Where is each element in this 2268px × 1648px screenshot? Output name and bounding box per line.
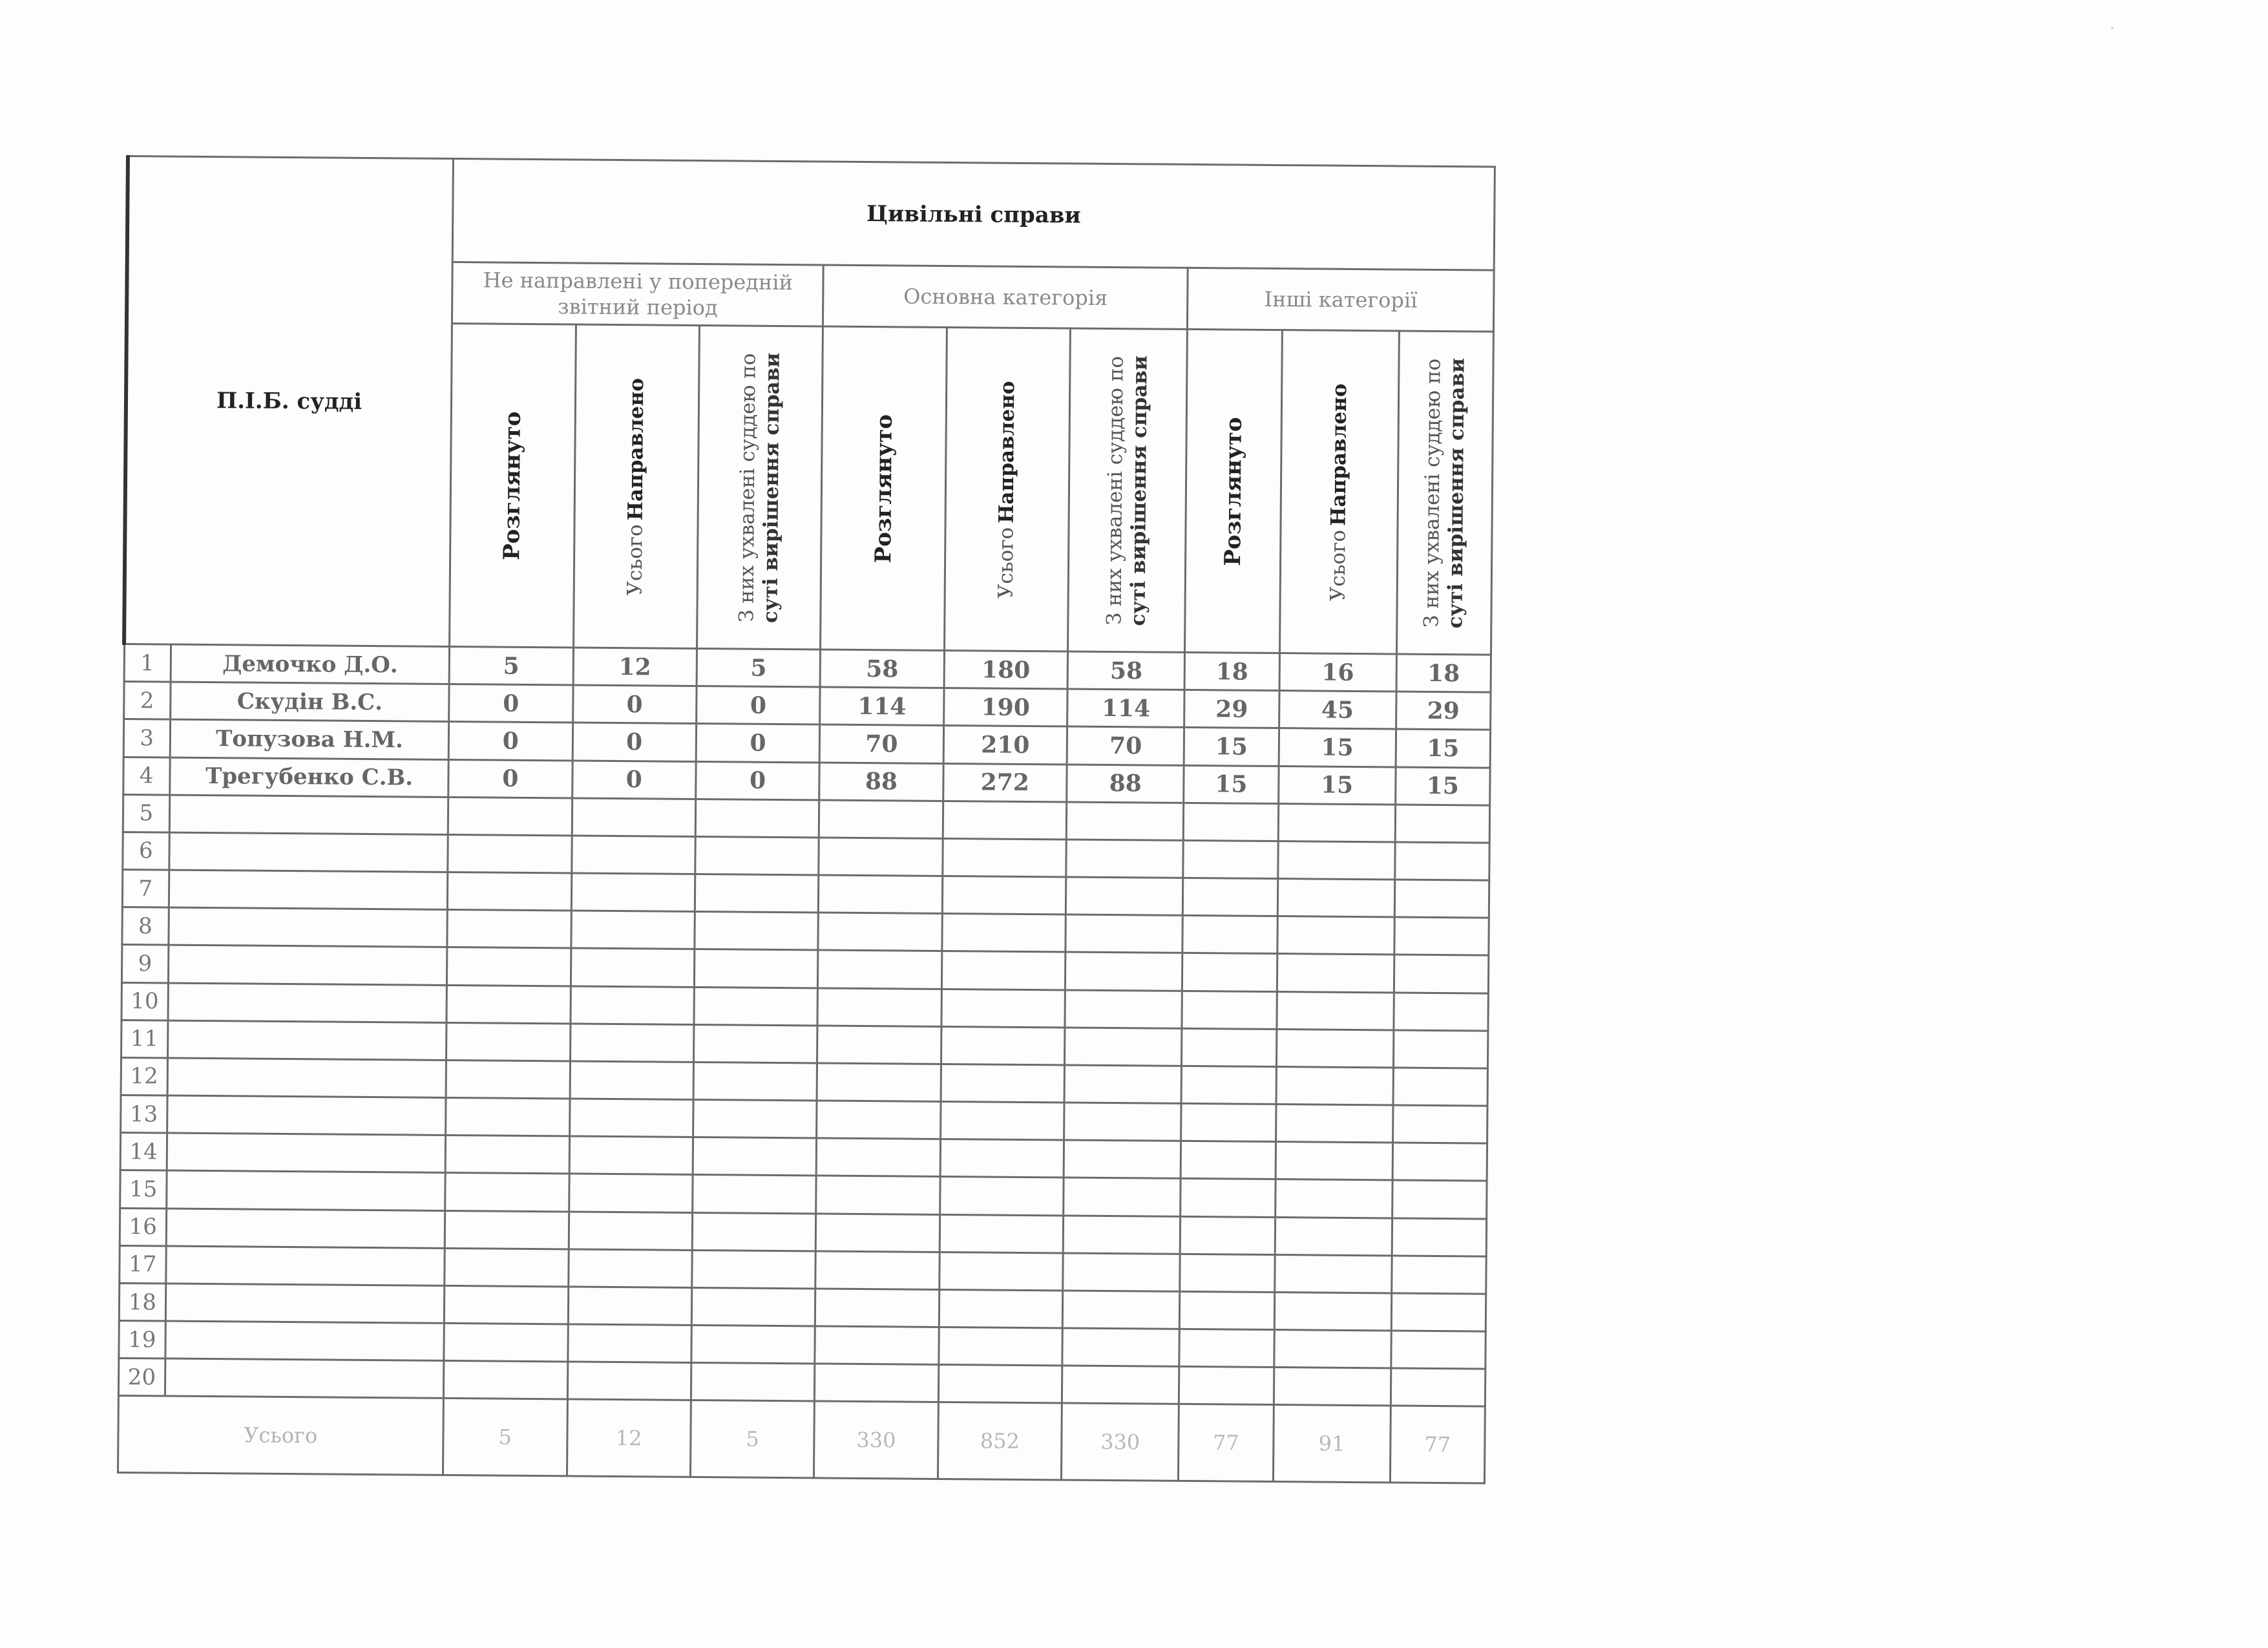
scan-speck: · bbox=[2110, 19, 2116, 39]
value-cell bbox=[1066, 840, 1184, 878]
col-header-total-sent bbox=[944, 327, 1070, 651]
value-cell bbox=[691, 1363, 815, 1402]
col-header-total-sent-part2: Направлено bbox=[624, 377, 649, 520]
value-cell bbox=[1393, 1068, 1488, 1106]
value-cell bbox=[571, 986, 695, 1024]
judge-name bbox=[165, 1284, 445, 1324]
value-cell bbox=[1062, 1328, 1180, 1367]
value-cell bbox=[941, 989, 1066, 1028]
value-cell bbox=[691, 1326, 815, 1364]
judge-name bbox=[165, 1321, 445, 1361]
value-cell bbox=[1395, 842, 1490, 880]
row-number: 9 bbox=[121, 945, 169, 983]
value-cell bbox=[1181, 1141, 1276, 1179]
value-cell bbox=[1182, 991, 1277, 1029]
value-cell bbox=[569, 1099, 693, 1137]
value-cell bbox=[692, 1250, 816, 1289]
value-cell: 18 bbox=[1185, 652, 1280, 690]
col-header-total-sent-part1: Усього bbox=[623, 523, 647, 596]
value-cell bbox=[446, 1097, 570, 1136]
value-cell bbox=[943, 801, 1067, 840]
value-cell bbox=[941, 1064, 1065, 1103]
row-number: 5 bbox=[123, 794, 170, 832]
value-cell bbox=[693, 1100, 817, 1139]
judge-name bbox=[167, 1170, 446, 1210]
col-header-decided-text bbox=[1097, 335, 1158, 646]
value-cell bbox=[1062, 1291, 1180, 1329]
value-cell bbox=[819, 800, 943, 839]
value-cell bbox=[570, 1024, 694, 1062]
value-cell: 58 bbox=[820, 650, 944, 688]
value-cell bbox=[1062, 1366, 1180, 1404]
value-cell: 12 bbox=[573, 648, 697, 686]
value-cell bbox=[1066, 914, 1183, 953]
value-cell bbox=[1065, 990, 1182, 1029]
value-cell: 15 bbox=[1396, 729, 1491, 767]
value-cell bbox=[1066, 877, 1183, 916]
value-cell bbox=[817, 988, 941, 1026]
value-cell bbox=[567, 1324, 691, 1363]
table-body bbox=[118, 644, 1491, 1484]
value-cell bbox=[1277, 916, 1394, 955]
col-header-reviewed bbox=[821, 326, 947, 650]
value-cell bbox=[447, 910, 571, 949]
value-cell bbox=[815, 1326, 939, 1365]
group-header-other-categories: Інші категорії bbox=[1188, 268, 1494, 332]
value-cell bbox=[1063, 1216, 1181, 1254]
total-value-cell: 77 bbox=[1390, 1406, 1485, 1483]
col-header-decided-line1: З них ухвалені суддею по bbox=[735, 352, 761, 622]
col-header-decided-line2: суті вирішення справи bbox=[1126, 355, 1152, 626]
value-cell: 180 bbox=[944, 650, 1068, 689]
value-cell bbox=[571, 911, 695, 949]
value-cell bbox=[1064, 1103, 1182, 1141]
value-cell bbox=[444, 1361, 568, 1400]
value-cell bbox=[569, 1212, 693, 1251]
value-cell: 0 bbox=[572, 760, 696, 799]
value-cell bbox=[938, 1365, 1062, 1404]
value-cell bbox=[1182, 1028, 1277, 1066]
value-cell bbox=[1065, 1028, 1182, 1066]
civil-cases-header bbox=[452, 158, 1495, 270]
value-cell bbox=[940, 1139, 1064, 1178]
total-value-cell: 77 bbox=[1179, 1404, 1274, 1482]
judge-name bbox=[166, 1209, 445, 1249]
col-header-decided-line2: суті вирішення справи bbox=[1444, 357, 1470, 629]
value-cell bbox=[817, 1063, 941, 1102]
value-cell bbox=[1183, 840, 1278, 878]
judge-name bbox=[167, 1095, 446, 1136]
col-header-total-sent-part2: Направлено bbox=[1327, 383, 1352, 526]
total-value-cell: 330 bbox=[814, 1401, 938, 1479]
row-number: 20 bbox=[118, 1358, 165, 1397]
col-header-total-sent-text bbox=[606, 331, 667, 642]
value-cell bbox=[1179, 1367, 1274, 1405]
col-header-decided-text bbox=[730, 332, 790, 643]
value-cell bbox=[818, 950, 942, 989]
value-cell bbox=[1395, 805, 1490, 843]
value-cell bbox=[691, 1287, 815, 1326]
value-cell bbox=[940, 1102, 1064, 1141]
value-cell bbox=[695, 874, 819, 913]
value-cell bbox=[1276, 1104, 1393, 1143]
value-cell bbox=[1276, 991, 1394, 1030]
value-cell bbox=[1274, 1368, 1391, 1406]
value-cell bbox=[694, 949, 818, 988]
value-cell: 45 bbox=[1279, 691, 1396, 730]
row-number: 13 bbox=[120, 1095, 167, 1134]
value-cell bbox=[941, 951, 1066, 990]
value-cell bbox=[1066, 952, 1183, 991]
judge-name: Демочко Д.О. bbox=[171, 644, 450, 684]
value-cell bbox=[1274, 1254, 1392, 1293]
col-header-total-sent bbox=[573, 324, 699, 648]
value-cell bbox=[571, 948, 695, 987]
total-value-cell: 330 bbox=[1062, 1403, 1179, 1481]
value-cell bbox=[569, 1174, 693, 1212]
value-cell bbox=[817, 1026, 941, 1064]
value-cell bbox=[1064, 1140, 1181, 1179]
col-header-reviewed bbox=[450, 323, 576, 647]
value-cell: 0 bbox=[449, 684, 573, 723]
col-header-reviewed-text: Розглянуто bbox=[870, 414, 898, 564]
value-cell bbox=[446, 985, 571, 1024]
row-number: 7 bbox=[122, 870, 169, 908]
row-number: 19 bbox=[118, 1321, 165, 1359]
value-cell bbox=[816, 1138, 940, 1177]
value-cell bbox=[1276, 1066, 1394, 1105]
value-cell bbox=[445, 1136, 569, 1174]
value-cell bbox=[1391, 1331, 1486, 1369]
row-number: 3 bbox=[123, 719, 171, 757]
value-cell bbox=[567, 1362, 691, 1400]
value-cell: 88 bbox=[819, 762, 943, 801]
value-cell: 5 bbox=[697, 648, 821, 687]
col-header-decided-line2: суті вирішення справи bbox=[759, 352, 784, 623]
value-cell bbox=[1392, 1256, 1487, 1294]
judge-name bbox=[167, 1133, 446, 1173]
judge-name bbox=[169, 795, 448, 835]
value-cell bbox=[942, 914, 1066, 953]
value-cell: 16 bbox=[1279, 653, 1397, 692]
value-cell bbox=[942, 876, 1066, 914]
col-header-decided bbox=[1068, 328, 1188, 652]
judge-name bbox=[165, 1358, 444, 1399]
value-cell bbox=[695, 799, 819, 838]
col-header-total-sent-part2: Направлено bbox=[994, 380, 1020, 523]
value-cell bbox=[818, 913, 942, 951]
value-cell bbox=[694, 987, 818, 1026]
value-cell bbox=[1393, 1030, 1488, 1068]
value-cell: 114 bbox=[820, 687, 944, 726]
value-cell bbox=[1392, 1105, 1487, 1143]
value-cell bbox=[940, 1252, 1064, 1291]
value-cell bbox=[693, 1175, 817, 1214]
value-cell bbox=[1391, 1368, 1486, 1406]
row-number: 12 bbox=[121, 1057, 168, 1095]
total-value-cell: 12 bbox=[567, 1399, 691, 1477]
total-value-cell: 91 bbox=[1273, 1405, 1391, 1483]
value-cell bbox=[1182, 953, 1277, 991]
total-row bbox=[118, 1396, 1485, 1483]
value-cell bbox=[816, 1176, 940, 1214]
col-header-decided-line1: З них ухвалені суддею по bbox=[1420, 358, 1445, 628]
row-number: 4 bbox=[123, 757, 170, 795]
value-cell bbox=[1180, 1254, 1275, 1292]
judge-name bbox=[169, 907, 448, 947]
row-number: 8 bbox=[121, 907, 169, 945]
civil-cases-table bbox=[116, 155, 1496, 1484]
total-value-cell: 852 bbox=[938, 1402, 1062, 1480]
value-cell bbox=[815, 1364, 939, 1402]
value-cell bbox=[1392, 1180, 1487, 1218]
value-cell bbox=[940, 1177, 1064, 1216]
col-header-decided bbox=[697, 325, 823, 649]
value-cell: 0 bbox=[572, 685, 697, 724]
total-label: Усього bbox=[118, 1396, 444, 1475]
value-cell bbox=[1277, 954, 1394, 993]
value-cell: 0 bbox=[448, 759, 572, 798]
row-number: 17 bbox=[119, 1245, 166, 1284]
value-cell bbox=[815, 1251, 940, 1290]
value-cell bbox=[571, 836, 695, 874]
value-cell bbox=[568, 1249, 692, 1288]
value-cell bbox=[819, 875, 943, 914]
col-header-total-sent-part1: Усього bbox=[1326, 529, 1350, 601]
value-cell: 272 bbox=[943, 763, 1067, 802]
col-header-decided-text bbox=[1414, 337, 1475, 648]
value-cell bbox=[1277, 841, 1395, 880]
value-cell bbox=[695, 836, 819, 875]
value-cell bbox=[570, 1061, 694, 1100]
judge-name bbox=[168, 983, 447, 1023]
value-cell bbox=[1277, 879, 1395, 918]
row-number: 11 bbox=[121, 1020, 168, 1058]
value-cell bbox=[445, 1248, 569, 1287]
value-cell bbox=[1064, 1065, 1182, 1104]
judge-name bbox=[169, 832, 448, 872]
value-cell bbox=[1276, 1029, 1394, 1068]
value-cell: 58 bbox=[1067, 651, 1185, 690]
civil-cases-header-text: Цивільні справи bbox=[866, 200, 1081, 229]
value-cell bbox=[1394, 955, 1489, 993]
value-cell bbox=[1181, 1103, 1276, 1141]
value-cell: 114 bbox=[1067, 689, 1185, 728]
value-cell bbox=[1394, 992, 1489, 1030]
value-cell bbox=[1392, 1143, 1487, 1181]
value-cell bbox=[448, 834, 572, 873]
judge-name bbox=[169, 870, 448, 910]
row-number: 10 bbox=[121, 982, 168, 1020]
value-cell bbox=[1276, 1142, 1393, 1181]
value-cell bbox=[819, 838, 943, 876]
value-cell bbox=[1181, 1066, 1276, 1104]
value-cell bbox=[1180, 1291, 1275, 1329]
col-header-reviewed-text: Розглянуто bbox=[1219, 416, 1247, 566]
value-cell bbox=[1278, 803, 1396, 842]
value-cell bbox=[1275, 1179, 1392, 1218]
value-cell bbox=[445, 1285, 569, 1324]
total-value-cell: 5 bbox=[690, 1400, 814, 1478]
row-number: 6 bbox=[122, 832, 169, 870]
col-header-total-sent bbox=[1279, 330, 1399, 654]
value-cell bbox=[446, 1060, 570, 1099]
value-cell: 0 bbox=[696, 761, 820, 800]
value-cell bbox=[816, 1214, 940, 1252]
judge-name: Скудін В.С. bbox=[171, 682, 450, 722]
report-sheet bbox=[116, 155, 1496, 1484]
value-cell: 0 bbox=[572, 723, 697, 761]
value-cell bbox=[817, 1101, 941, 1139]
value-cell bbox=[939, 1289, 1063, 1328]
value-cell: 15 bbox=[1279, 728, 1396, 767]
value-cell bbox=[1181, 1179, 1276, 1217]
value-cell: 70 bbox=[1067, 726, 1184, 765]
value-cell bbox=[693, 1024, 817, 1063]
value-cell bbox=[1179, 1329, 1274, 1367]
col-header-reviewed bbox=[1185, 329, 1282, 653]
value-cell bbox=[569, 1136, 693, 1175]
value-cell bbox=[447, 947, 571, 986]
value-cell: 0 bbox=[696, 724, 820, 763]
value-cell: 15 bbox=[1278, 766, 1396, 805]
value-cell bbox=[1063, 1253, 1181, 1292]
value-cell bbox=[1184, 803, 1279, 841]
value-cell bbox=[446, 1022, 571, 1061]
value-cell bbox=[1064, 1178, 1181, 1216]
value-cell: 0 bbox=[448, 722, 572, 761]
value-cell: 70 bbox=[820, 724, 944, 763]
col-header-decided-line1: З них ухвалені суддею по bbox=[1102, 355, 1128, 625]
group-header-previous-period: Не направлені у попередній звітний період bbox=[452, 262, 824, 326]
value-cell bbox=[1394, 880, 1489, 918]
judge-name bbox=[168, 945, 447, 985]
value-cell bbox=[1182, 916, 1277, 954]
value-cell bbox=[568, 1287, 692, 1326]
col-header-total-sent-text bbox=[977, 334, 1038, 645]
value-cell bbox=[940, 1214, 1064, 1253]
col-header-decided bbox=[1396, 331, 1493, 655]
value-cell bbox=[1391, 1293, 1486, 1331]
value-cell: 18 bbox=[1396, 654, 1491, 692]
judge-name-header bbox=[124, 156, 454, 647]
row-number: 16 bbox=[120, 1208, 167, 1246]
value-cell: 210 bbox=[943, 726, 1067, 765]
value-cell: 15 bbox=[1396, 766, 1491, 805]
value-cell: 29 bbox=[1184, 690, 1279, 728]
judge-name bbox=[166, 1246, 445, 1286]
value-cell bbox=[1181, 1216, 1276, 1254]
judge-name bbox=[168, 1020, 447, 1061]
value-cell bbox=[1392, 1218, 1487, 1256]
value-cell bbox=[815, 1289, 940, 1327]
value-cell bbox=[1183, 878, 1278, 916]
value-cell bbox=[943, 838, 1067, 877]
value-cell bbox=[445, 1173, 569, 1212]
value-cell bbox=[695, 912, 819, 951]
row-number: 2 bbox=[123, 682, 171, 720]
value-cell: 5 bbox=[449, 646, 573, 685]
row-number: 15 bbox=[120, 1170, 167, 1209]
value-cell bbox=[448, 797, 572, 836]
value-cell bbox=[572, 798, 696, 837]
value-cell bbox=[448, 872, 572, 911]
value-cell bbox=[693, 1062, 817, 1101]
value-cell bbox=[692, 1212, 816, 1251]
value-cell: 0 bbox=[697, 686, 821, 725]
col-header-reviewed-text: Розглянуто bbox=[499, 410, 526, 560]
value-cell: 88 bbox=[1067, 764, 1184, 803]
value-cell: 15 bbox=[1184, 728, 1279, 766]
value-cell bbox=[1274, 1330, 1391, 1369]
row-number: 14 bbox=[120, 1133, 167, 1171]
value-cell bbox=[939, 1327, 1063, 1366]
row-number: 1 bbox=[124, 644, 171, 682]
value-cell bbox=[1274, 1292, 1392, 1331]
judge-name: Топузова Н.М. bbox=[170, 719, 449, 759]
value-cell: 15 bbox=[1184, 765, 1279, 803]
group-header-main-category: Основна категорія bbox=[823, 265, 1188, 329]
value-cell bbox=[571, 873, 695, 912]
col-header-total-sent-part1: Усього bbox=[994, 527, 1018, 598]
value-cell: 190 bbox=[943, 688, 1067, 727]
value-cell bbox=[941, 1026, 1065, 1065]
col-header-total-sent-text bbox=[1309, 337, 1370, 648]
total-value-cell: 5 bbox=[443, 1399, 567, 1476]
value-cell bbox=[693, 1137, 817, 1176]
value-cell bbox=[445, 1210, 569, 1249]
value-cell: 29 bbox=[1396, 692, 1491, 730]
value-cell bbox=[1394, 917, 1489, 955]
judge-name bbox=[167, 1058, 446, 1098]
judge-name-header-text: П.І.Б. судді bbox=[216, 388, 362, 415]
judge-name: Трегубенко С.В. bbox=[170, 757, 449, 798]
value-cell bbox=[444, 1324, 568, 1362]
value-cell bbox=[1066, 802, 1184, 841]
row-number: 18 bbox=[119, 1283, 166, 1321]
value-cell bbox=[1275, 1217, 1392, 1256]
